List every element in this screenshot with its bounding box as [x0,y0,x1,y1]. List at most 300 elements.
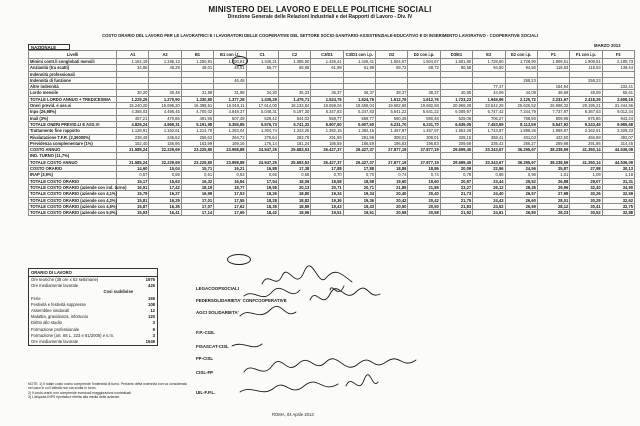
table-cell: 22.229,69 [149,159,181,165]
table-row [29,210,635,216]
table-cell: 26,12 [473,184,505,190]
table-cell: 18,58 [343,178,375,184]
table-cell: 20,58 [376,210,408,216]
table-cell: 6.639,05 [440,121,472,127]
org-label: CISL-FP [196,370,214,375]
column-header: Livelli [29,51,117,59]
table-cell: 24.947,25 [246,147,278,153]
table-cell: 17,55 [214,197,246,203]
table-cell: 196,83 [408,140,440,146]
table-cell: 186,59 [343,140,375,146]
table-cell: 1.553,28 [440,128,472,134]
table-cell: 1.382,15 [311,128,343,134]
table-cell: 1.382,15 [343,128,375,134]
table-cell: 38,37 [408,90,440,96]
table-cell: 706,27 [473,115,505,121]
table-cell: 17,01 [181,197,213,203]
table-cell: 21.585,24 [117,159,149,165]
table-cell: 18.133,84 [278,103,310,109]
table-cell: 328,15 [440,134,472,140]
table-cell: 21,75 [440,197,472,203]
table-cell: 28,12 [537,203,569,209]
hours-row: Formazione (art. 68 L. 223 e 81/2008) e s.m. 3 [31,332,155,338]
table-cell: 1.457,97 [408,128,440,134]
table-cell: 25,87 [537,166,569,172]
table-cell: 269,98 [537,140,569,146]
table-header-row [29,51,635,59]
table-cell: 118,53 [570,65,602,71]
table-cell: 32,88 [602,210,634,216]
row-label: TOTALE ONERI PREVID.LI E ASS.VI [29,121,117,127]
table-cell: 1.504,67 [376,59,408,65]
table-cell: 19,51 [343,210,375,216]
table-cell: 33.343,67 [473,159,505,165]
column-header: F1 con i.p. [570,51,602,59]
table-cell: 264,72 [214,134,246,140]
table-cell: 21,83 [440,203,472,209]
table-cell: 15,81 [117,197,149,203]
row-label: TOTALE COSTO ORARIO (aziende con 5,0%) [30,210,117,216]
column-header: A1 [117,51,149,59]
table-cell: 1.457,97 [376,128,408,134]
table-cell: 16,84 [214,178,246,184]
table-cell: 6.231,70 [408,121,440,127]
table-cell: 32,62 [602,197,634,203]
table-cell: 308,01 [408,134,440,140]
table-cell: 16,91 [117,184,149,190]
column-header: C3/D1 con i.p. [343,51,375,59]
column-header: C2 [278,51,310,59]
table-cell: 26,69 [505,203,537,209]
table-cell: 27,98 [570,166,602,172]
org-label: FEDERSOLIDARIETA' CONFCOOPERATIVE [196,298,287,303]
table-cell: 58,88 [278,65,310,71]
table-cell: 19,43 [343,203,375,209]
table-cell: 401,03 [505,134,537,140]
table-cell: 235,42 [473,140,505,146]
table-cell: 258,23 [505,77,537,83]
table-cell: 16,29 [149,197,181,203]
table-cell: 24,43 [473,197,505,203]
table-cell: 30,26 [570,191,602,197]
hours-subtotal-label: Cosi suddivise [103,289,133,295]
table-cell: 6.009,97 [440,109,472,115]
table-cell: 23.225,80 [181,159,213,165]
table-cell: 26,57 [505,191,537,197]
hours-row: Formazione professionale 9 [31,326,155,332]
footnote: 2) Il costo orario non comprende eventuali maggiorazioni contrattuali. [28,390,132,395]
table-cell: 18,80 [278,191,310,197]
table-cell: 809,95 [537,115,569,121]
table-cell: 1.898,26 [505,128,537,134]
table-cell: 1,01 [537,172,569,178]
org-label: FP-CISL [196,356,214,361]
table-cell: 26.427,37 [343,159,375,165]
table-cell: 1.343,25 [278,128,310,134]
table-cell: 61,98 [343,65,375,71]
table-cell: 16,99 [181,191,213,197]
row-label: COSTO ANNUO [29,147,117,153]
table-cell: 2.162,61 [570,128,602,134]
table-cell: 590,48 [376,115,408,121]
table-cell: 629,08 [440,115,472,121]
table-cell: 24,40 [473,191,505,197]
table-cell: 25.626,52 [505,103,537,109]
table-cell: 0,70 [343,172,375,178]
table-cell: 24,61 [473,210,505,216]
row-label: COSTO ORARIO [29,166,117,172]
table-cell: 20,42 [376,197,408,203]
table-cell: 16,21 [214,166,246,172]
table-cell: 8.547,92 [537,121,569,127]
table-cell: 15,04 [149,166,181,172]
table-cell: 181,34 [278,140,310,146]
table-cell: 19,55 [246,184,278,190]
table-cell: 20,71 [343,184,375,190]
table-cell: 44.536,09 [602,147,634,153]
table-cell: 17,54 [246,178,278,184]
table-cell: 283,78 [278,134,310,140]
table-cell: 169,16 [214,140,246,146]
table-cell: 19,60 [408,178,440,184]
hours-row: Ore teoriche (38 ore x 52 settimane) 1976 [31,277,155,282]
working-hours-box [28,268,158,346]
table-cell: 0,78 [440,172,472,178]
table-cell: 23.958,88 [214,147,246,153]
table-cell: 1.270,90 [149,96,181,102]
table-cell: 19,51 [311,210,343,216]
row-label: Oneri previd. e ass.vi [29,103,117,109]
table-cell: 1.345,21 [246,59,278,65]
row-label: IRAP (3,9%) [29,172,117,178]
table-cell: 176,14 [246,140,278,146]
table-cell: 0,74 [408,172,440,178]
table-cell: 1.723,23 [440,96,472,102]
table-cell: 30,48 [149,90,181,96]
table-cell: 1.330,80 [181,96,213,102]
table-cell: 275,64 [246,134,278,140]
table-cell: 196,83 [376,140,408,146]
table-cell: 24.947,25 [246,159,278,165]
table-cell: 0,68 [278,172,310,178]
table-cell: 943,34 [602,115,634,121]
table-cell: 29.699,45 [440,147,472,153]
table-cell: 7.737,97 [537,109,569,115]
table-cell: 40,85 [440,90,472,96]
table-cell: 19,60 [376,178,408,184]
table-cell: 18.659,04 [311,103,343,109]
table-cell: 31,98 [214,90,246,96]
table-cell: 45,29 [149,65,181,71]
table-cell: 118,53 [537,65,569,71]
table-cell: 5.191,98 [181,121,213,127]
table-cell: 69,72 [408,65,440,71]
table-cell: 238,49 [117,134,149,140]
table-cell: 23,44 [473,178,505,184]
table-cell: 32,75 [602,203,634,209]
table-cell: 291,99 [343,134,375,140]
table-cell: 26,80 [505,210,537,216]
table-cell: 0,61 [181,172,213,178]
table-cell: 32,59 [602,191,634,197]
table-cell: 15,79 [117,191,149,197]
table-cell: 0,70 [311,172,343,178]
table-cell: 46,48 [214,77,246,83]
table-cell: 27.877,19 [408,147,440,153]
footnotes [28,382,188,400]
table-cell: 18,89 [278,203,310,209]
table-cell: 16,27 [149,191,181,197]
table-cell: 27.877,19 [376,159,408,165]
table-cell: 9.955,68 [602,121,634,127]
table-cell: 1.612,76 [408,96,440,102]
table-cell: 1.612,76 [376,96,408,102]
hours-row: Festività e festività soppresse 108 [31,301,155,307]
table-cell: 23.958,88 [214,159,246,165]
table-cell: 22,56 [473,166,505,172]
table-cell: 41.350,14 [570,147,602,153]
table-cell: 44,09 [473,90,505,96]
row-label: Altre indennità [29,84,117,90]
table-cell: 17,88 [343,166,375,172]
table-cell: 15.695,20 [149,103,181,109]
table-cell: 544,02 [278,115,310,121]
table-cell: 0,57 [117,172,149,178]
table-cell: 1,18 [602,172,634,178]
table-cell: 232,41 [602,84,634,90]
table-cell: 27,98 [537,191,569,197]
table-cell: 5.347,83 [343,109,375,115]
table-cell: 30,13 [602,166,634,172]
table-cell: 1.304,74 [246,128,278,134]
table-cell: 368,41 [473,134,505,140]
table-cell: 26.998,32 [537,103,569,109]
table-cell: 61,98 [311,65,343,71]
table-cell: 1.128,91 [117,128,149,134]
table-cell: 27.877,19 [408,159,440,165]
table-cell: 4.700,02 [181,109,213,115]
table-cell: 26,88 [537,178,569,184]
table-cell: 1.504,67 [408,59,440,65]
table-cell: 1.524,76 [311,96,343,102]
table-cell: 18,82 [278,197,310,203]
table-cell: 17.614,00 [246,103,278,109]
table-cell: 28,45 [505,184,537,190]
table-cell: 16,35 [149,203,181,209]
table-cell: 17,14 [181,210,213,216]
b1-header-circle [232,56,248,66]
table-cell: 0,74 [376,172,408,178]
table-cell: 559,77 [311,115,343,121]
row-label: Rivalutazione T.F.R. (2,36000%) [29,134,117,140]
row-label: TOTALE LORDO ANNUO + TREDICESIMA [29,96,117,102]
ministry-title: MINISTERO DEL LAVORO E DELLE POLITICHE SOCIALI [208,5,432,14]
row-label: TOTALE COSTO ORARIO (aziende con 4,1%) [30,191,117,197]
table-cell: 80,58 [440,65,472,71]
table-cell: 5.197,30 [278,109,310,115]
table-cell: 1,09 [570,172,602,178]
table-cell: 21,85 [408,184,440,190]
table-cell: 29,96 [537,184,569,190]
table-cell: 1.164,19 [117,59,149,65]
org-label: F.P.-CGIL [196,330,215,335]
table-cell: 16,32 [181,178,213,184]
table-cell: 559,77 [343,115,375,121]
table-cell: 19,36 [343,197,375,203]
table-cell: 457,21 [117,115,149,121]
table-cell: 470,86 [149,115,181,121]
table-cell: 2.231,67 [537,96,569,102]
row-label: Minimi contr.li conglobati mensili [29,59,117,65]
table-cell: 29.699,45 [440,159,472,165]
table-cell: 24,56 [505,166,537,172]
table-cell: 48,01 [181,65,213,71]
table-cell: 25.683,53 [278,147,310,153]
table-cell: 19,34 [343,191,375,197]
table-cell: 0,63 [214,172,246,178]
hours-row: Assemblee sindacali 12 [31,307,155,313]
table-cell: 69,72 [376,65,408,71]
table-cell: 7.453,69 [473,121,505,127]
table-cell: 55,61 [602,90,634,96]
table-cell: 492,07 [602,134,634,140]
table-cell: 20,13 [278,184,310,190]
table-cell: 23,27 [440,184,472,190]
working-hours-title: ORARIO DI LAVORO [29,269,157,277]
table-cell: 186,59 [311,140,343,146]
table-cell: 1.743,87 [473,128,505,134]
document-subject: COSTO ORARIO DEL LAVORO PER LE LAVORATRICI E I LAVORATORI DELLE COOPERATIVE DEL SETTORE SOCIO-SANITARIO-ASSISTENZIALE-EDUCATIVO E DI INSERIMENTO LAVORATIVO - COOPERATIVE SOCIALI [102,33,538,38]
table-cell: 28,01 [537,197,569,203]
table-cell: 7.344,79 [505,109,537,115]
table-cell: 19.682,68 [376,103,408,109]
direction-subtitle: Direzione Generale delle Relazioni Industriali e dei Rapporti di Lavoro - Div. IV [227,14,413,20]
table-cell: 6.231,70 [376,121,408,127]
column-header: B1 [181,51,213,59]
column-header: D3/E1 [440,51,472,59]
table-cell: 38.238,59 [537,159,569,165]
table-cell: 20,58 [408,210,440,216]
table-cell: 14,60 [117,166,149,172]
table-cell: 19,36 [311,197,343,203]
table-cell: 256,27 [505,140,537,146]
hours-row: Ore mediamente lavorate 426 [31,283,155,289]
table-cell: 17,53 [214,191,246,197]
table-cell: 15,87 [117,203,149,209]
table-cell: 19,34 [311,191,343,197]
table-cell: 21,85 [376,184,408,190]
table-cell: 20,09 [440,166,472,172]
table-cell: 154,94 [537,84,569,90]
table-cell: 27.877,19 [376,147,408,153]
table-cell: 19,43 [311,203,343,209]
table-cell: 32,40 [570,184,602,190]
column-header: C1 [246,51,278,59]
table-cell: 22.229,69 [149,147,181,153]
table-cell: 31,98 [181,90,213,96]
table-cell: 20,40 [408,191,440,197]
table-cell: 1.601,80 [440,59,472,65]
table-cell: 18,96 [278,210,310,216]
row-label: IND. TURNO (11,7%) [29,153,117,159]
table-cell: 1.162,61 [149,128,181,134]
org-label: AGCI SOLIDARIETA' [196,310,239,315]
table-cell: 1.909,51 [537,59,569,65]
table-cell: 18,06 [278,178,310,184]
table-cell: 18,77 [214,184,246,190]
table-cell: 1.385,50 [278,59,310,65]
table-cell: 30,20 [117,90,149,96]
row-label: TOTALE COSTO ANNUO [29,159,117,165]
table-cell: 29.195,21 [570,103,602,109]
table-cell: 5.907,60 [343,121,375,127]
table-cell: 1.426,41 [311,59,343,65]
table-cell: 1.229,25 [117,96,149,102]
table-cell: 24,52 [473,203,505,209]
footnote: NOTE: 1) Il totale costo orario comprende l'indennità di turno. Pertanto detta indennità non va considerata nel caso in cui l'attività non sia svolta in turno. [28,382,187,391]
table-cell: 21,92 [440,210,472,216]
table-cell: 291,99 [311,134,343,140]
table-cell: 19.682,68 [408,103,440,109]
row-label: TOTALE COSTO ORARIO (aziende con 4,2%) [30,197,117,203]
table-cell: 1.728,90 [505,59,537,65]
table-cell: 0,96 [505,172,537,178]
table-cell: 1.195,13 [149,59,181,65]
table-cell: 44.536,09 [602,159,634,165]
table-cell: 17,62 [214,203,246,209]
table-cell: 18,26 [246,191,278,197]
table-cell: 2.418,25 [570,96,602,102]
row-label: Lordo mensile [29,90,117,96]
hours-row: Malattia, gravidanza, infortunio 120 [31,314,155,320]
table-cell: 1.426,41 [343,59,375,65]
row-label: TOTALE COSTO ORARIO (aziende con 4,6%) [30,203,117,209]
place-and-date: ROMA, 04 Aprile 2013 [272,412,314,417]
table-cell: 15,93 [117,210,149,216]
table-cell: 20,50 [376,203,408,209]
table-cell: 18,35 [246,203,278,209]
table-cell: 20,40 [376,191,408,197]
table-cell: 2.329,23 [602,128,634,134]
table-cell: 152,40 [117,140,149,146]
table-cell: 4.825,24 [117,121,149,127]
table-cell: 258,23 [570,77,602,83]
row-label: TOTALE COSTO ORARIO [29,178,117,184]
table-cell: 20,71 [311,184,343,190]
table-cell: 31.444,66 [602,103,634,109]
table-cell: 314,45 [602,140,634,146]
table-cell: 456,88 [570,134,602,140]
table-cell: 1.250,81 [181,59,213,65]
table-cell: 26.427,37 [311,147,343,153]
row-label: TOTALE COSTO ORARIO (aziende con ind. turno) [30,184,127,190]
table-cell: 1.524,76 [343,96,375,102]
table-cell: 94,50 [505,65,537,71]
table-cell: 5.641,22 [408,109,440,115]
table-cell: 2.608,19 [602,96,634,102]
table-cell: 1.945,96 [473,96,505,102]
table-cell: 5.576,73 [246,121,278,127]
table-cell: 26,60 [505,197,537,203]
column-header: D2 con i.p. [408,51,440,59]
table-cell: 1.250,81 [214,59,246,65]
table-cell: 41.350,14 [570,159,602,165]
table-cell: 291,95 [570,140,602,146]
table-cell: 16.398,51 [181,103,213,109]
table-cell: 26.427,37 [343,147,375,153]
table-cell: 15.240,20 [117,103,149,109]
table-cell: 30,52 [570,210,602,216]
